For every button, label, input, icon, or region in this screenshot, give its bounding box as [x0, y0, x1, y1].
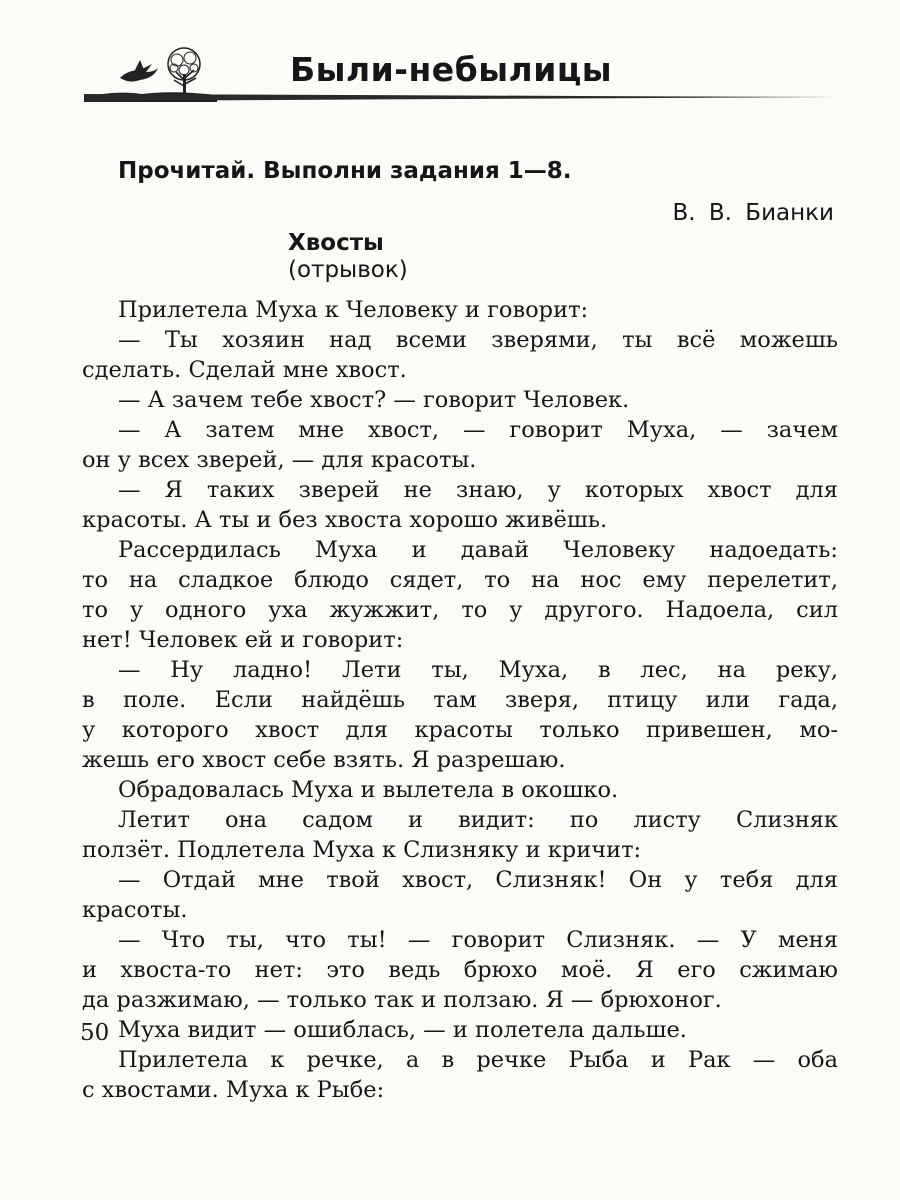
story-paragraph	[82, 775, 838, 805]
page-header	[0, 0, 900, 115]
story-paragraph	[82, 415, 838, 475]
story-line: с хвостами. Муха к Рыбе:	[82, 1077, 385, 1103]
story-line: нет! Человек ей и говорит:	[82, 627, 404, 653]
story-line: Муха видит — ошиблась, — и полетела дальше.	[118, 1017, 687, 1043]
story-line: Летит она садом и видит: по листу Слизняк	[118, 807, 838, 833]
header-divider	[84, 92, 839, 102]
story-paragraph	[82, 865, 838, 925]
story-line: Рассердилась Муха и давай Человеку надоедать:	[118, 537, 838, 563]
story-paragraph	[82, 325, 838, 385]
story-paragraph	[82, 925, 838, 1015]
story-line: в поле. Если найдёшь там зверя, птицу или гада,	[82, 687, 838, 713]
story-title: Хвосты	[288, 230, 384, 256]
task-instruction: Прочитай. Выполни задания 1—8.	[118, 158, 572, 184]
story-subtitle: (отрывок)	[288, 257, 408, 283]
story-line: сделать. Сделай мне хвост.	[82, 357, 407, 383]
story-line: он у всех зверей, — для красоты.	[82, 447, 477, 473]
story-line: — Ты хозяин над всеми зверями, ты всё можешь	[118, 327, 838, 353]
story-line: у которого хвост для красоты только привешен, мо-	[82, 717, 838, 743]
page-title: Были-небылицы	[290, 50, 613, 89]
story-line: — Отдай мне твой хвост, Слизняк! Он у тебя для	[118, 867, 838, 893]
story-paragraph	[82, 295, 838, 325]
story-paragraph	[82, 535, 838, 655]
story-paragraph	[82, 1045, 838, 1105]
story-line: да разжимаю, — только так и ползаю. Я — брюхоног.	[82, 987, 722, 1013]
story-line: — Ну ладно! Лети ты, Муха, в лес, на реку,	[118, 657, 838, 683]
story-line: ползёт. Подлетела Муха к Слизняку и кричит:	[82, 837, 642, 863]
story-line: Обрадовалась Муха и вылетела в окошко.	[118, 777, 619, 803]
page-number: 50	[80, 1020, 110, 1046]
story-line: красоты. А ты и без хвоста хорошо живёшь.	[82, 507, 608, 533]
story-line: то у одного уха жужжит, то у другого. Надоела, сил	[82, 597, 838, 623]
story-line: жешь его хвост себе взять. Я разрешаю.	[82, 747, 566, 773]
story-paragraph	[82, 805, 838, 865]
story-line: Прилетела Муха к Человеку и говорит:	[118, 297, 589, 323]
story-line: — Что ты, что ты! — говорит Слизняк. — У меня	[118, 927, 838, 953]
story-paragraph	[82, 1015, 838, 1045]
story-line: то на сладкое блюдо сядет, то на нос ему перелетит,	[82, 567, 838, 593]
story-line: Прилетела к речке, а в речке Рыба и Рак — оба	[118, 1047, 838, 1073]
story-line: — А затем мне хвост, — говорит Муха, — зачем	[118, 417, 838, 443]
story-paragraph	[82, 655, 838, 775]
story-author: В. В. Бианки	[672, 200, 834, 226]
story-line: красоты.	[82, 897, 188, 923]
story-paragraph	[82, 385, 838, 415]
story-line: и хвоста-то нет: это ведь брюхо моё. Я его сжимаю	[82, 957, 838, 983]
story-text	[82, 295, 838, 1105]
story-paragraph	[82, 475, 838, 535]
story-line: — Я таких зверей не знаю, у которых хвост для	[118, 477, 838, 503]
story-line: — А зачем тебе хвост? — говорит Человек.	[118, 387, 630, 413]
